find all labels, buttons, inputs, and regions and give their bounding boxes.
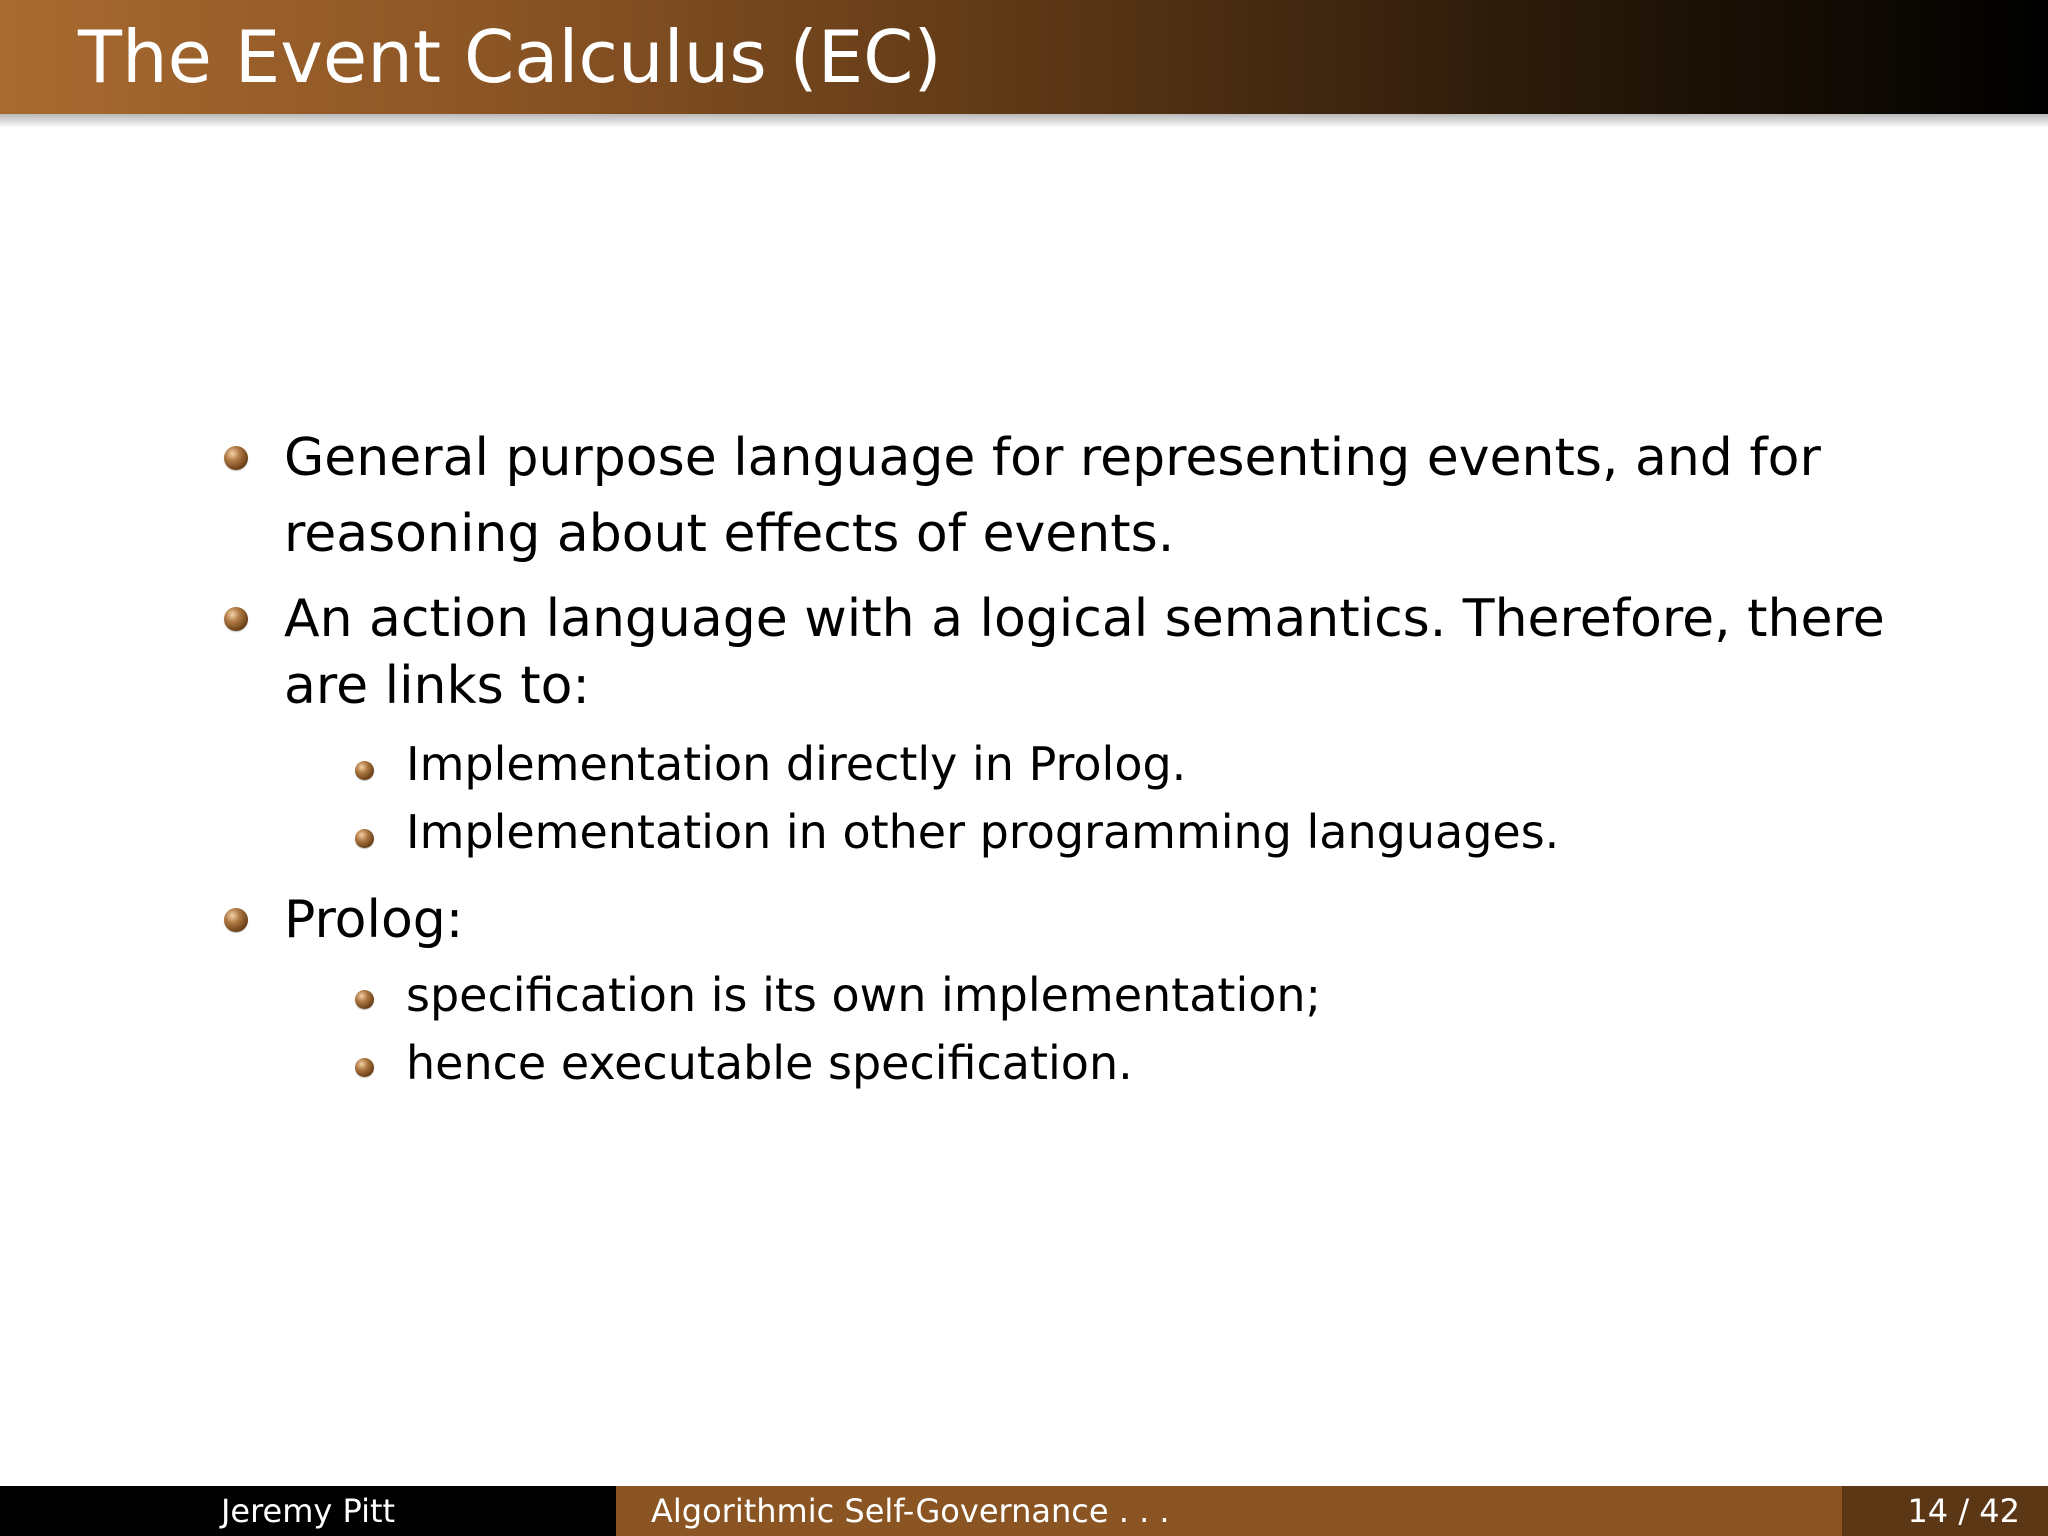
- bullet-1-line-1: General purpose language for representing events, and for: [284, 428, 1821, 488]
- page-current: 14: [1907, 1492, 1949, 1530]
- bullet-2-sub-1: Implementation directly in Prolog.: [406, 737, 1187, 791]
- footer-author-segment: [0, 1486, 616, 1536]
- footer-talk-title: Algorithmic Self-Governance . . .: [651, 1492, 1170, 1530]
- sub-bullet-ball-icon: [355, 761, 374, 780]
- slide-title: The Event Calculus (EC): [78, 15, 942, 99]
- bullet-ball-icon: [224, 446, 248, 470]
- bullet-ball-icon: [224, 908, 248, 932]
- sub-bullet-ball-icon: [355, 829, 374, 848]
- bullet-2-sub-2: Implementation in other programming languages.: [406, 805, 1560, 859]
- page-separator: /: [1958, 1492, 1970, 1530]
- page-number: [1907, 1486, 2020, 1536]
- bullet-2-line-1: An action language with a logical semantics. Therefore, there: [284, 589, 1885, 649]
- footer-author: Jeremy Pitt: [220, 1492, 396, 1530]
- footer: [0, 1486, 2048, 1536]
- sub-bullet-ball-icon: [355, 990, 374, 1009]
- bullet-2-line-2: are links to:: [284, 656, 590, 716]
- bullet-3-sub-2: hence executable specification.: [406, 1036, 1133, 1090]
- bullet-3-sub-1: specification is its own implementation;: [406, 968, 1322, 1022]
- bullet-ball-icon: [224, 607, 248, 631]
- page-total: 42: [1979, 1492, 2020, 1530]
- footer-title-segment: [616, 1486, 1842, 1536]
- sub-bullet-ball-icon: [355, 1058, 374, 1077]
- footer-page-segment: [1842, 1486, 2048, 1536]
- bullet-1-line-2: reasoning about effects of events.: [284, 504, 1175, 564]
- bullet-3-line-1: Prolog:: [284, 890, 464, 950]
